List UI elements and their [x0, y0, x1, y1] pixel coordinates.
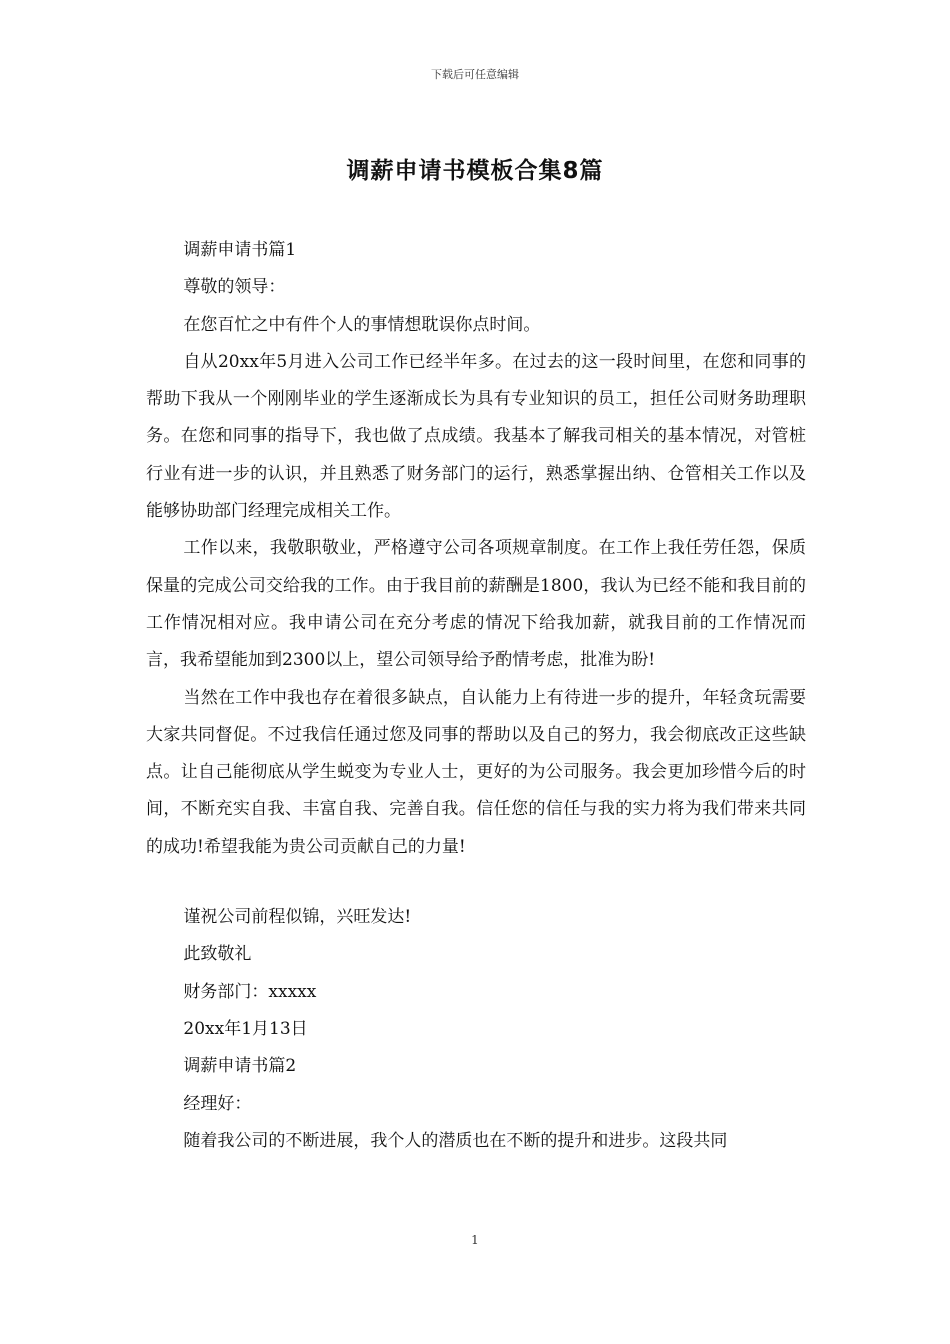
- signature-date: 20xx年1月13日: [183, 1018, 308, 1039]
- page-header-note: 下载后可任意编辑: [431, 68, 519, 81]
- salutation: 经理好：: [183, 1093, 252, 1114]
- body-paragraph: 自从20xx年5月进入公司工作已经半年多。在过去的这一段时间里，在您和同事的帮助下我从一个刚刚毕业的学生逐渐成长为具有专业知识的员工，担任公司财务助理职务。在您和同事的指导下，我也做了点成绩。我基本了解我司相关的基本情况，对管桩行业有进一步的认识，并且熟悉了财务部门的运行，熟悉掌握出纳、仓管相关工作以及能够协助部门经理完成相关工作。: [146, 351, 806, 522]
- document-title: 调薪申请书模板合集8篇: [346, 158, 604, 184]
- body-paragraph: 随着我公司的不断进展，我个人的潜质也在不断的提升和进步。这段共同: [183, 1130, 728, 1151]
- page-number: 1: [471, 1233, 479, 1247]
- body-paragraph: 在您百忙之中有件个人的事情想耽误你点时间。: [183, 314, 541, 335]
- section-heading-1: 调薪申请书篇1: [183, 240, 297, 260]
- closing-regards: 此致敬礼: [183, 944, 252, 965]
- body-paragraph: 当然在工作中我也存在着很多缺点，自认能力上有待进一步的提升，年轻贪玩需要大家共同督促。不过我信任通过您及同事的帮助以及自己的努力，我会彻底改正这些缺点。让自己能彻底从学生蜕变为专业人士，更好的为公司服务。我会更加珍惜今后的时间，不断充实自我、丰富自我、完善自我。信任您的信任与我的实力将为我们带来共同的成功!希望我能为贵公司贡献自己的力量!: [146, 687, 806, 857]
- body-paragraph: 工作以来，我敬职敬业，严格遵守公司各项规章制度。在工作上我任劳任怨，保质保量的完成公司交给我的工作。由于我目前的薪酬是1800，我认为已经不能和我目前的工作情况相对应。我申请公司在充分考虑的情况下给我加薪，就我目前的工作情况而言，我希望能加到2300以上，望公司领导给予酌情考虑，批准为盼!: [146, 538, 806, 671]
- signature-department: 财务部门：xxxxx: [183, 981, 317, 1002]
- closing-wish: 谨祝公司前程似锦，兴旺发达!: [183, 907, 412, 928]
- document-body: [146, 232, 806, 1160]
- section-heading-2: 调薪申请书篇2: [183, 1056, 297, 1077]
- salutation: 尊敬的领导：: [183, 277, 286, 298]
